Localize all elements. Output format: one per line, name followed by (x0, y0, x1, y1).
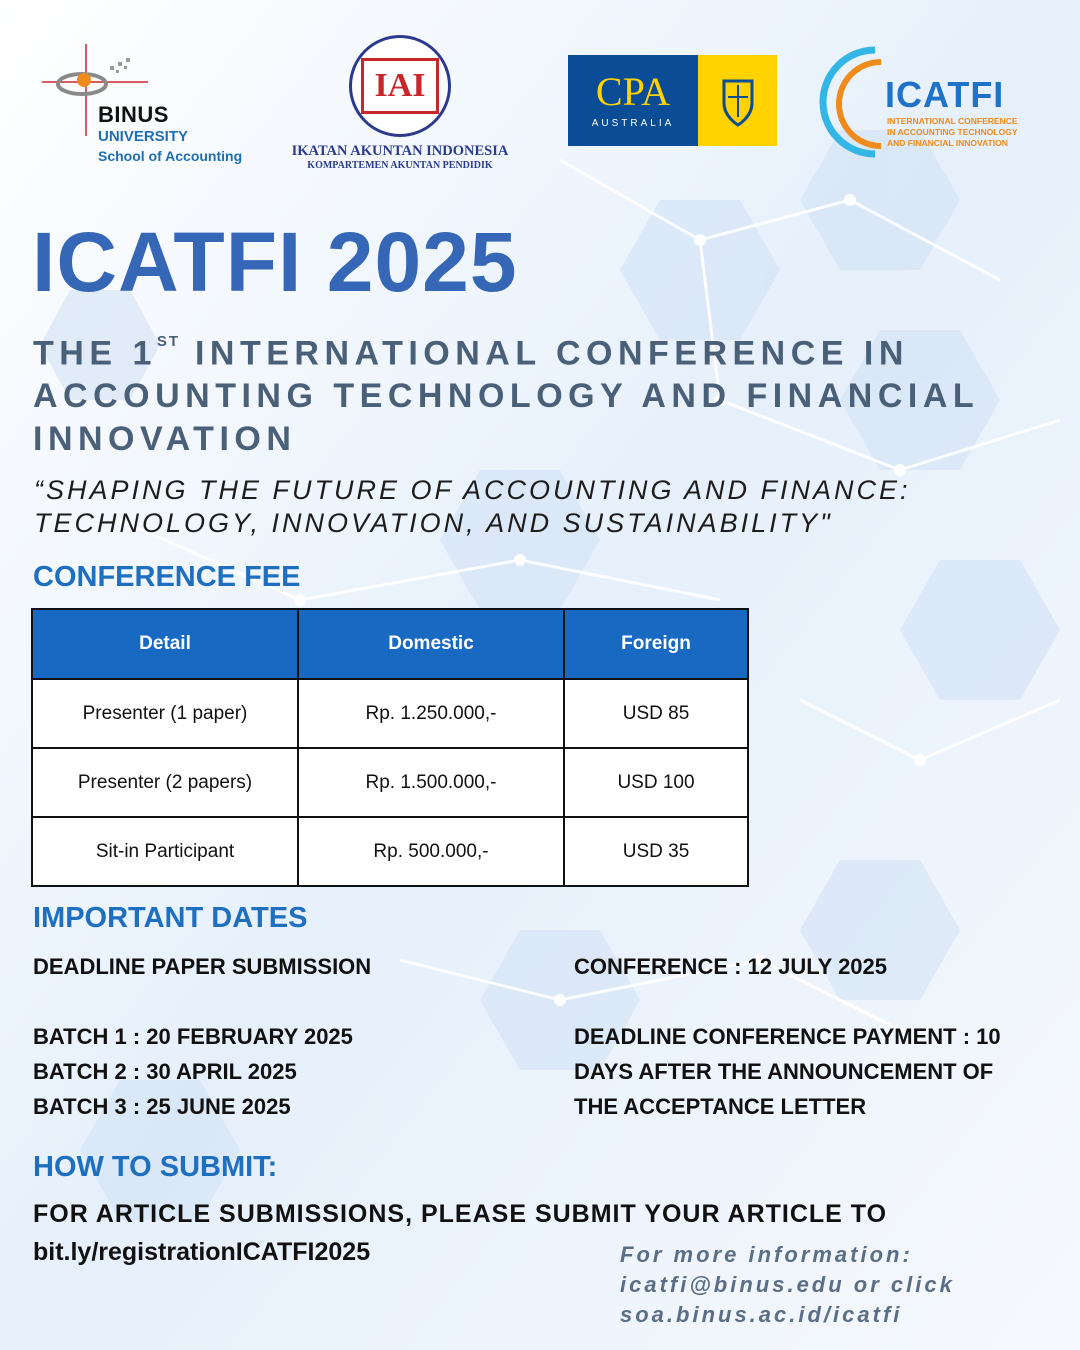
table-row (32, 679, 748, 748)
payment-deadline (574, 1019, 1001, 1124)
batch-date: BATCH 1 : 20 FEBRUARY 2025 (33, 1024, 353, 1049)
payment-line: DAYS AFTER THE ANNOUNCEMENT OF (574, 1059, 994, 1084)
table-header-row (32, 609, 748, 679)
ordinal-suffix: ST (156, 333, 181, 350)
payment-line: DEADLINE CONFERENCE PAYMENT : 10 (574, 1024, 1001, 1049)
icatfi-sub (887, 116, 1018, 149)
more-info-label: For more information: (620, 1242, 913, 1267)
theme-line: “SHAPING THE FUTURE OF ACCOUNTING AND FINANCE: (34, 475, 911, 505)
submit-instructions: FOR ARTICLE SUBMISSIONS, PLEASE SUBMIT YOUR ARTICLE TO (33, 1200, 888, 1228)
how-to-submit-heading: HOW TO SUBMIT: (33, 1151, 278, 1183)
important-dates-heading: IMPORTANT DATES (33, 902, 308, 934)
theme-line: TECHNOLOGY, INNOVATION, AND SUSTAINABILITY" (34, 508, 833, 538)
batch-date: BATCH 3 : 25 JUNE 2025 (33, 1094, 291, 1119)
iai-emblem-icon (349, 35, 451, 137)
conference-theme (34, 474, 1064, 540)
deadline-label: DEADLINE PAPER SUBMISSION (33, 954, 372, 979)
icatfi-sub-line: IN ACCOUNTING TECHNOLOGY (887, 127, 1018, 137)
cpa-sub: AUSTRALIA (591, 118, 675, 129)
binus-university: UNIVERSITY (98, 128, 189, 145)
icatfi-logo (815, 42, 1050, 162)
icatfi-sub-line: INTERNATIONAL CONFERENCE (887, 116, 1018, 126)
column-header: Detail (32, 609, 298, 679)
conference-fee-heading: CONFERENCE FEE (33, 561, 301, 593)
crest-icon (718, 73, 758, 129)
table-cell: USD 85 (564, 679, 748, 748)
iai-sub: KOMPARTEMEN AKUNTAN PENDIDIK (307, 160, 493, 171)
table-cell: Rp. 1.250.000,- (298, 679, 564, 748)
table-cell: Presenter (1 paper) (32, 679, 298, 748)
batch-list (33, 1019, 353, 1124)
icatfi-word: ICATFI (885, 74, 1005, 115)
icatfi-sub-line: AND FINANCIAL INNOVATION (887, 138, 1008, 148)
iai-name: IKATAN AKUNTAN INDONESIA (291, 143, 509, 159)
binus-logo (40, 40, 255, 175)
table-cell: Rp. 500.000,- (298, 817, 564, 886)
page-title: ICATFI 2025 (32, 215, 518, 309)
table-cell: Rp. 1.500.000,- (298, 748, 564, 817)
cpa-mark: CPA (595, 69, 671, 114)
table-row (32, 817, 748, 886)
payment-line: THE ACCEPTANCE LETTER (574, 1094, 867, 1119)
contact-email-link[interactable]: icatfi@binus.edu or click (620, 1272, 955, 1297)
conference-date: CONFERENCE : 12 JULY 2025 (574, 954, 888, 979)
column-header: Foreign (564, 609, 748, 679)
batch-date: BATCH 2 : 30 APRIL 2025 (33, 1059, 297, 1084)
iai-logo (275, 35, 525, 170)
conference-title (33, 326, 1063, 461)
table-cell: Sit-in Participant (32, 817, 298, 886)
table-row (32, 748, 748, 817)
website-link[interactable]: soa.binus.ac.id/icatfi (620, 1302, 903, 1327)
more-info (620, 1240, 955, 1330)
fee-table (31, 608, 749, 887)
cpa-australia-logo (568, 55, 777, 146)
table-cell: Presenter (2 papers) (32, 748, 298, 817)
column-header: Domestic (298, 609, 564, 679)
binus-school: School of Accounting (98, 148, 243, 164)
table-cell: USD 100 (564, 748, 748, 817)
binus-name: BINUS (98, 102, 169, 127)
table-cell: USD 35 (564, 817, 748, 886)
registration-link[interactable]: bit.ly/registrationICATFI2025 (33, 1238, 371, 1266)
conference-rest: INTERNATIONAL CONFERENCE IN ACCOUNTING TECHNOLOGY AND FINANCIAL INNOVATION (33, 334, 979, 459)
conference-prefix: THE 1 (33, 334, 157, 373)
iai-mark: IAI (361, 58, 439, 114)
